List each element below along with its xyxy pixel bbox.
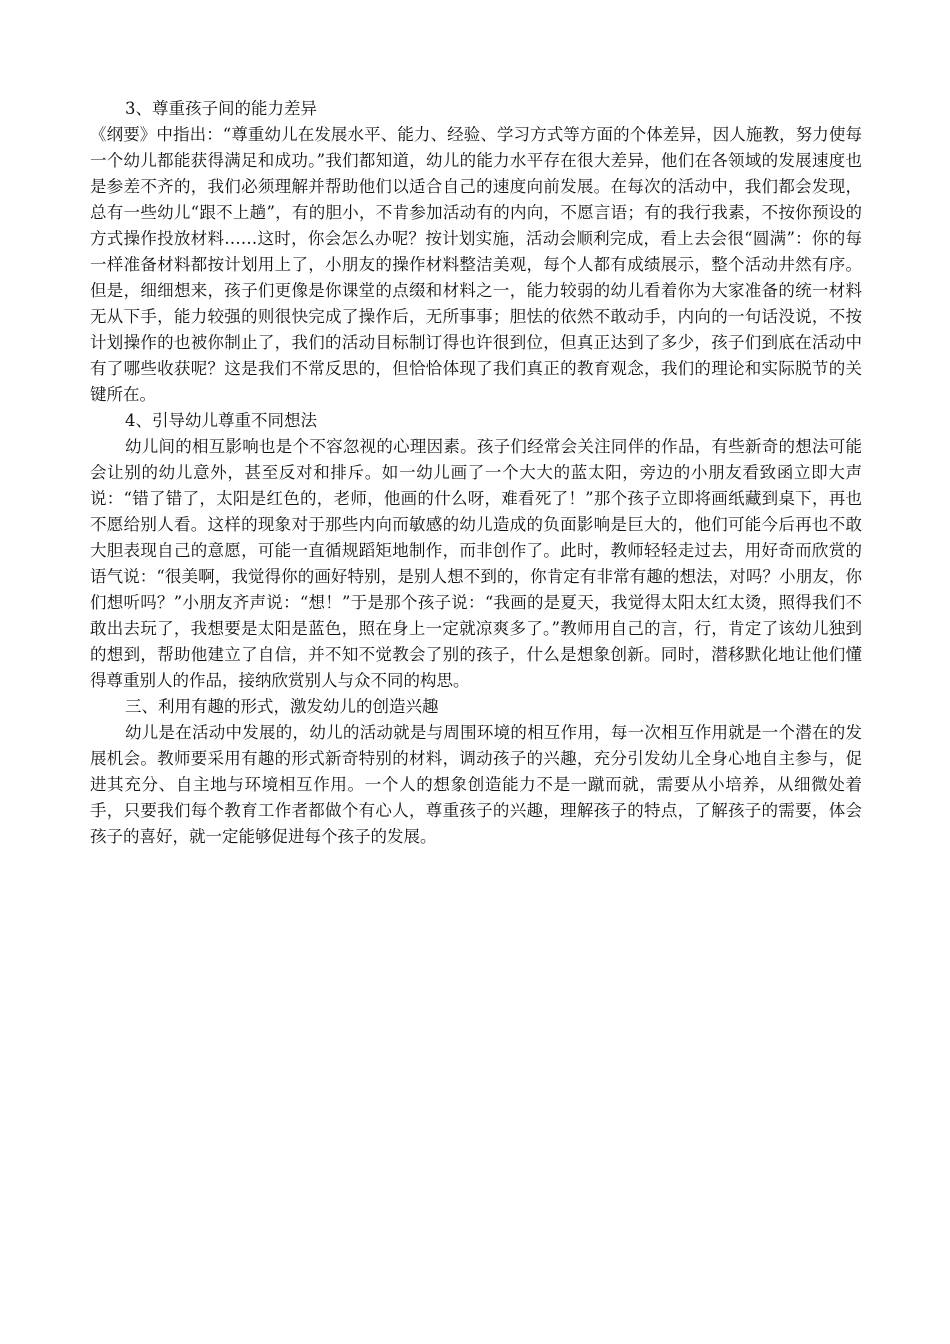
section-heading: 3、尊重孩子间的能力差异 (125, 99, 317, 118)
section-heading: 三、利用有趣的形式，激发幼儿的创造兴趣 (125, 697, 439, 716)
section-heading: 4、引导幼儿尊重不同想法 (125, 411, 317, 430)
section-paragraph: 幼儿间的相互影响也是个不容忽视的心理因素。孩子们经常会关注同伴的作品，有些新奇的想法可能会让别的幼儿意外，甚至反对和排斥。如一幼儿画了一个大大的蓝太阳，旁边的小朋友看致函立即大声说：“错了错了，太阳是红色的，老师，他画的什么呀，难看死了！”那个孩子立即将画纸藏到桌下，再也不愿给别人看。这样的现象对于那些内向而敏感的幼儿造成的负面影响是巨大的，他们可能今后再也不敢大胆表现自己的意愿，可能一直循规蹈矩地制作，而非创作了。此时，教师轻轻走过去，用好奇而欣赏的语气说：“很美啊，我觉得你的画好特别，是别人想不到的，你肯定有非常有趣的想法，对吗？小朋友，你们想听吗？”小朋友齐声说：“想！”于是那个孩子说：“我画的是夏天，我觉得太阳太红太烫，照得我们不敢出去玩了，我想要是太阳是蓝色，照在身上一定就凉爽多了。”教师用自己的言，行，肯定了该幼儿独到的想到，帮助他建立了自信，并不知不觉教会了别的孩子，什么是想象创新。同时，潜移默化地让他们懂得尊重别人的作品，接纳欣赏别人与众不同的构思。 (90, 437, 862, 690)
document-page (90, 96, 862, 850)
section-paragraph: 《纲要》中指出：“尊重幼儿在发展水平、能力、经验、学习方式等方面的个体差异，因人施教，努力使每一个幼儿都能获得满足和成功。”我们都知道，幼儿的能力水平存在很大差异，他们在各领域的发展速度也是参差不齐的，我们必须理解并帮助他们以适合自己的速度向前发展。在每次的活动中，我们都会发现，总有一些幼儿“跟不上趟”，有的胆小，不肯参加活动有的内向，不愿言语；有的我行我素，不按你预设的方式操作投放材料……这时，你会怎么办呢？按计划实施，活动会顺利完成，看上去会很“圆满”：你的每一样准备材料都按计划用上了，小朋友的操作材料整洁美观，每个人都有成绩展示，整个活动井然有序。但是，细细想来，孩子们更像是你课堂的点缀和材料之一，能力较弱的幼儿看着你为大家准备的统一材料无从下手，能力较强的则很快完成了操作后，无所事事；胆怯的依然不敢动手，内向的一句话没说，不按计划操作的也被你制止了，我们的活动目标制订得也许很到位，但真正达到了多少，孩子们到底在活动中有了哪些收获呢？这是我们不常反思的，但恰恰体现了我们真正的教育观念，我们的理论和实际脱节的关键所在。 (90, 125, 862, 404)
section-paragraph: 幼儿是在活动中发展的，幼儿的活动就是与周围环境的相互作用，每一次相互作用就是一个潜在的发展机会。教师要采用有趣的形式新奇特别的材料，调动孩子的兴趣，充分引发幼儿全身心地自主参与，促进其充分、自主地与环境相互作用。一个人的想象创造能力不是一蹴而就，需要从小培养，从细微处着手，只要我们每个教育工作者都做个有心人，尊重孩子的兴趣，理解孩子的特点，了解孩子的需要，体会孩子的喜好，就一定能够促进每个孩子的发展。 (90, 723, 862, 846)
